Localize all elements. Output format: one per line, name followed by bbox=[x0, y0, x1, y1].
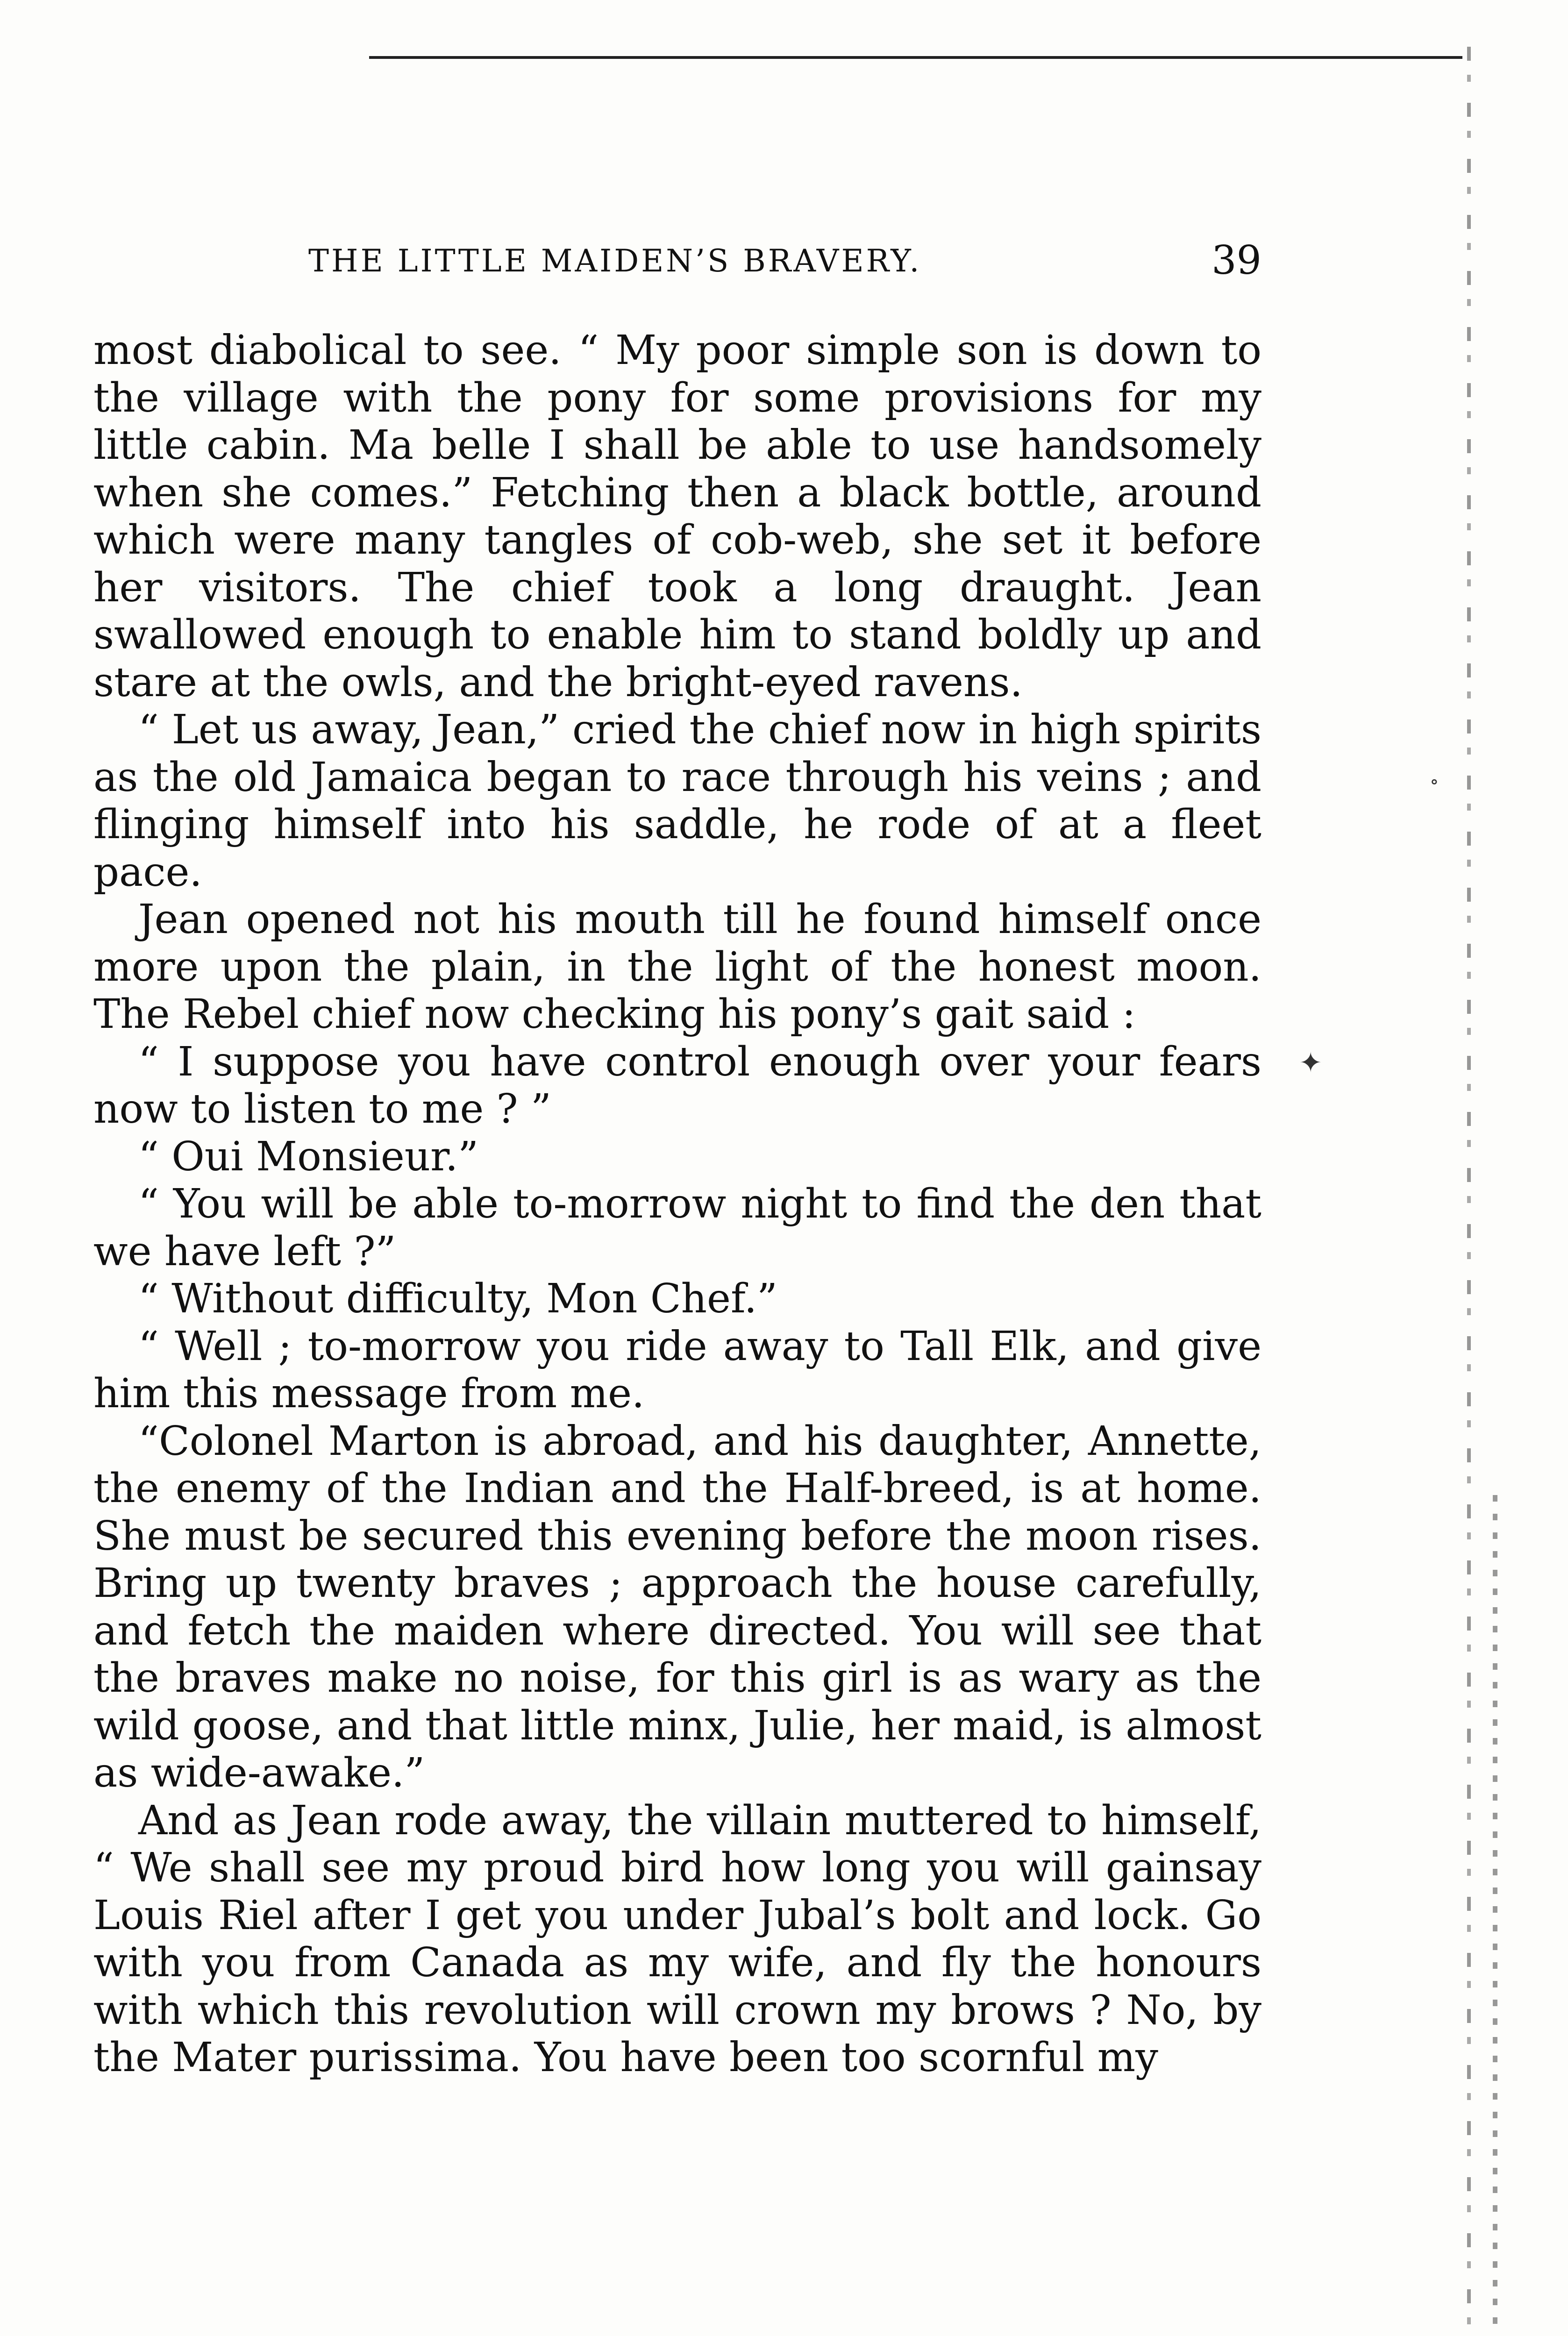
page-edge-shadow bbox=[1467, 47, 1471, 2336]
paragraph: “ Without difficulty, Mon Chef.” bbox=[138, 1275, 778, 1322]
paragraph: Jean opened not his mouth till he found himself once more upon the plain, in the light of the honest moon. The Rebel chief now checking his pony’s gait said : bbox=[93, 896, 1262, 1038]
page-edge-marks bbox=[1493, 1495, 1497, 2336]
paragraph: “ Let us away, Jean,” cried the chief now in high spirits as the old Jamaica began to race through his veins ; and flinging himself into his saddle, he rode of at a fleet pace. bbox=[93, 706, 1262, 896]
margin-mark: ✦ bbox=[1299, 1047, 1323, 1079]
paragraph: “ I suppose you have control enough over your fears now to listen to me ? ” bbox=[93, 1038, 1262, 1132]
page-header bbox=[93, 237, 1262, 285]
paragraph: And as Jean rode away, the villain muttered to himself, “ We shall see my proud bird how long you will gainsay Louis Riel after I get you under Jubal’s bolt and lock. Go with you from Canada as my wife, and fly the honours with which this revolution will crown my brows ? No, by the Mater purissima. You have been too scornful my bbox=[93, 1797, 1262, 2081]
margin-mark: ∘ bbox=[1430, 771, 1439, 792]
body-text bbox=[93, 327, 1262, 2082]
paragraph: “ You will be able to-morrow night to find the den that we have left ?” bbox=[93, 1181, 1262, 1275]
running-head: THE LITTLE MAIDEN’S BRAVERY. bbox=[308, 243, 922, 279]
page-number: 39 bbox=[1212, 237, 1262, 283]
paragraph: “ Oui Monsieur.” bbox=[138, 1133, 479, 1180]
paragraph: “ Well ; to-morrow you ride away to Tall Elk, and give him this message from me. bbox=[93, 1323, 1262, 1417]
top-rule bbox=[369, 56, 1462, 59]
paragraph: most diabolical to see. “ My poor simple son is down to the village with the pony for some provisions for my little cabin. Ma belle I shall be able to use handsomely when she comes.” Fetching then a black bottle, around which were many tangles of cob-web, she set it before her visitors. The chief took a long draught. Jean swallowed enough to enable him to stand boldly up and stare at the owls, and the bright-eyed ravens. bbox=[93, 327, 1262, 706]
paragraph: “Colonel Marton is abroad, and his daughter, Annette, the enemy of the Indian and the Half-breed, is at home. She must be secured this evening before the moon rises. Bring up twenty braves ; approach the house carefully, and fetch the maiden where directed. You will see that the braves make no noise, for this girl is as wary as the wild goose, and that little minx, Julie, her maid, is almost as wide-awake.” bbox=[93, 1417, 1262, 1796]
